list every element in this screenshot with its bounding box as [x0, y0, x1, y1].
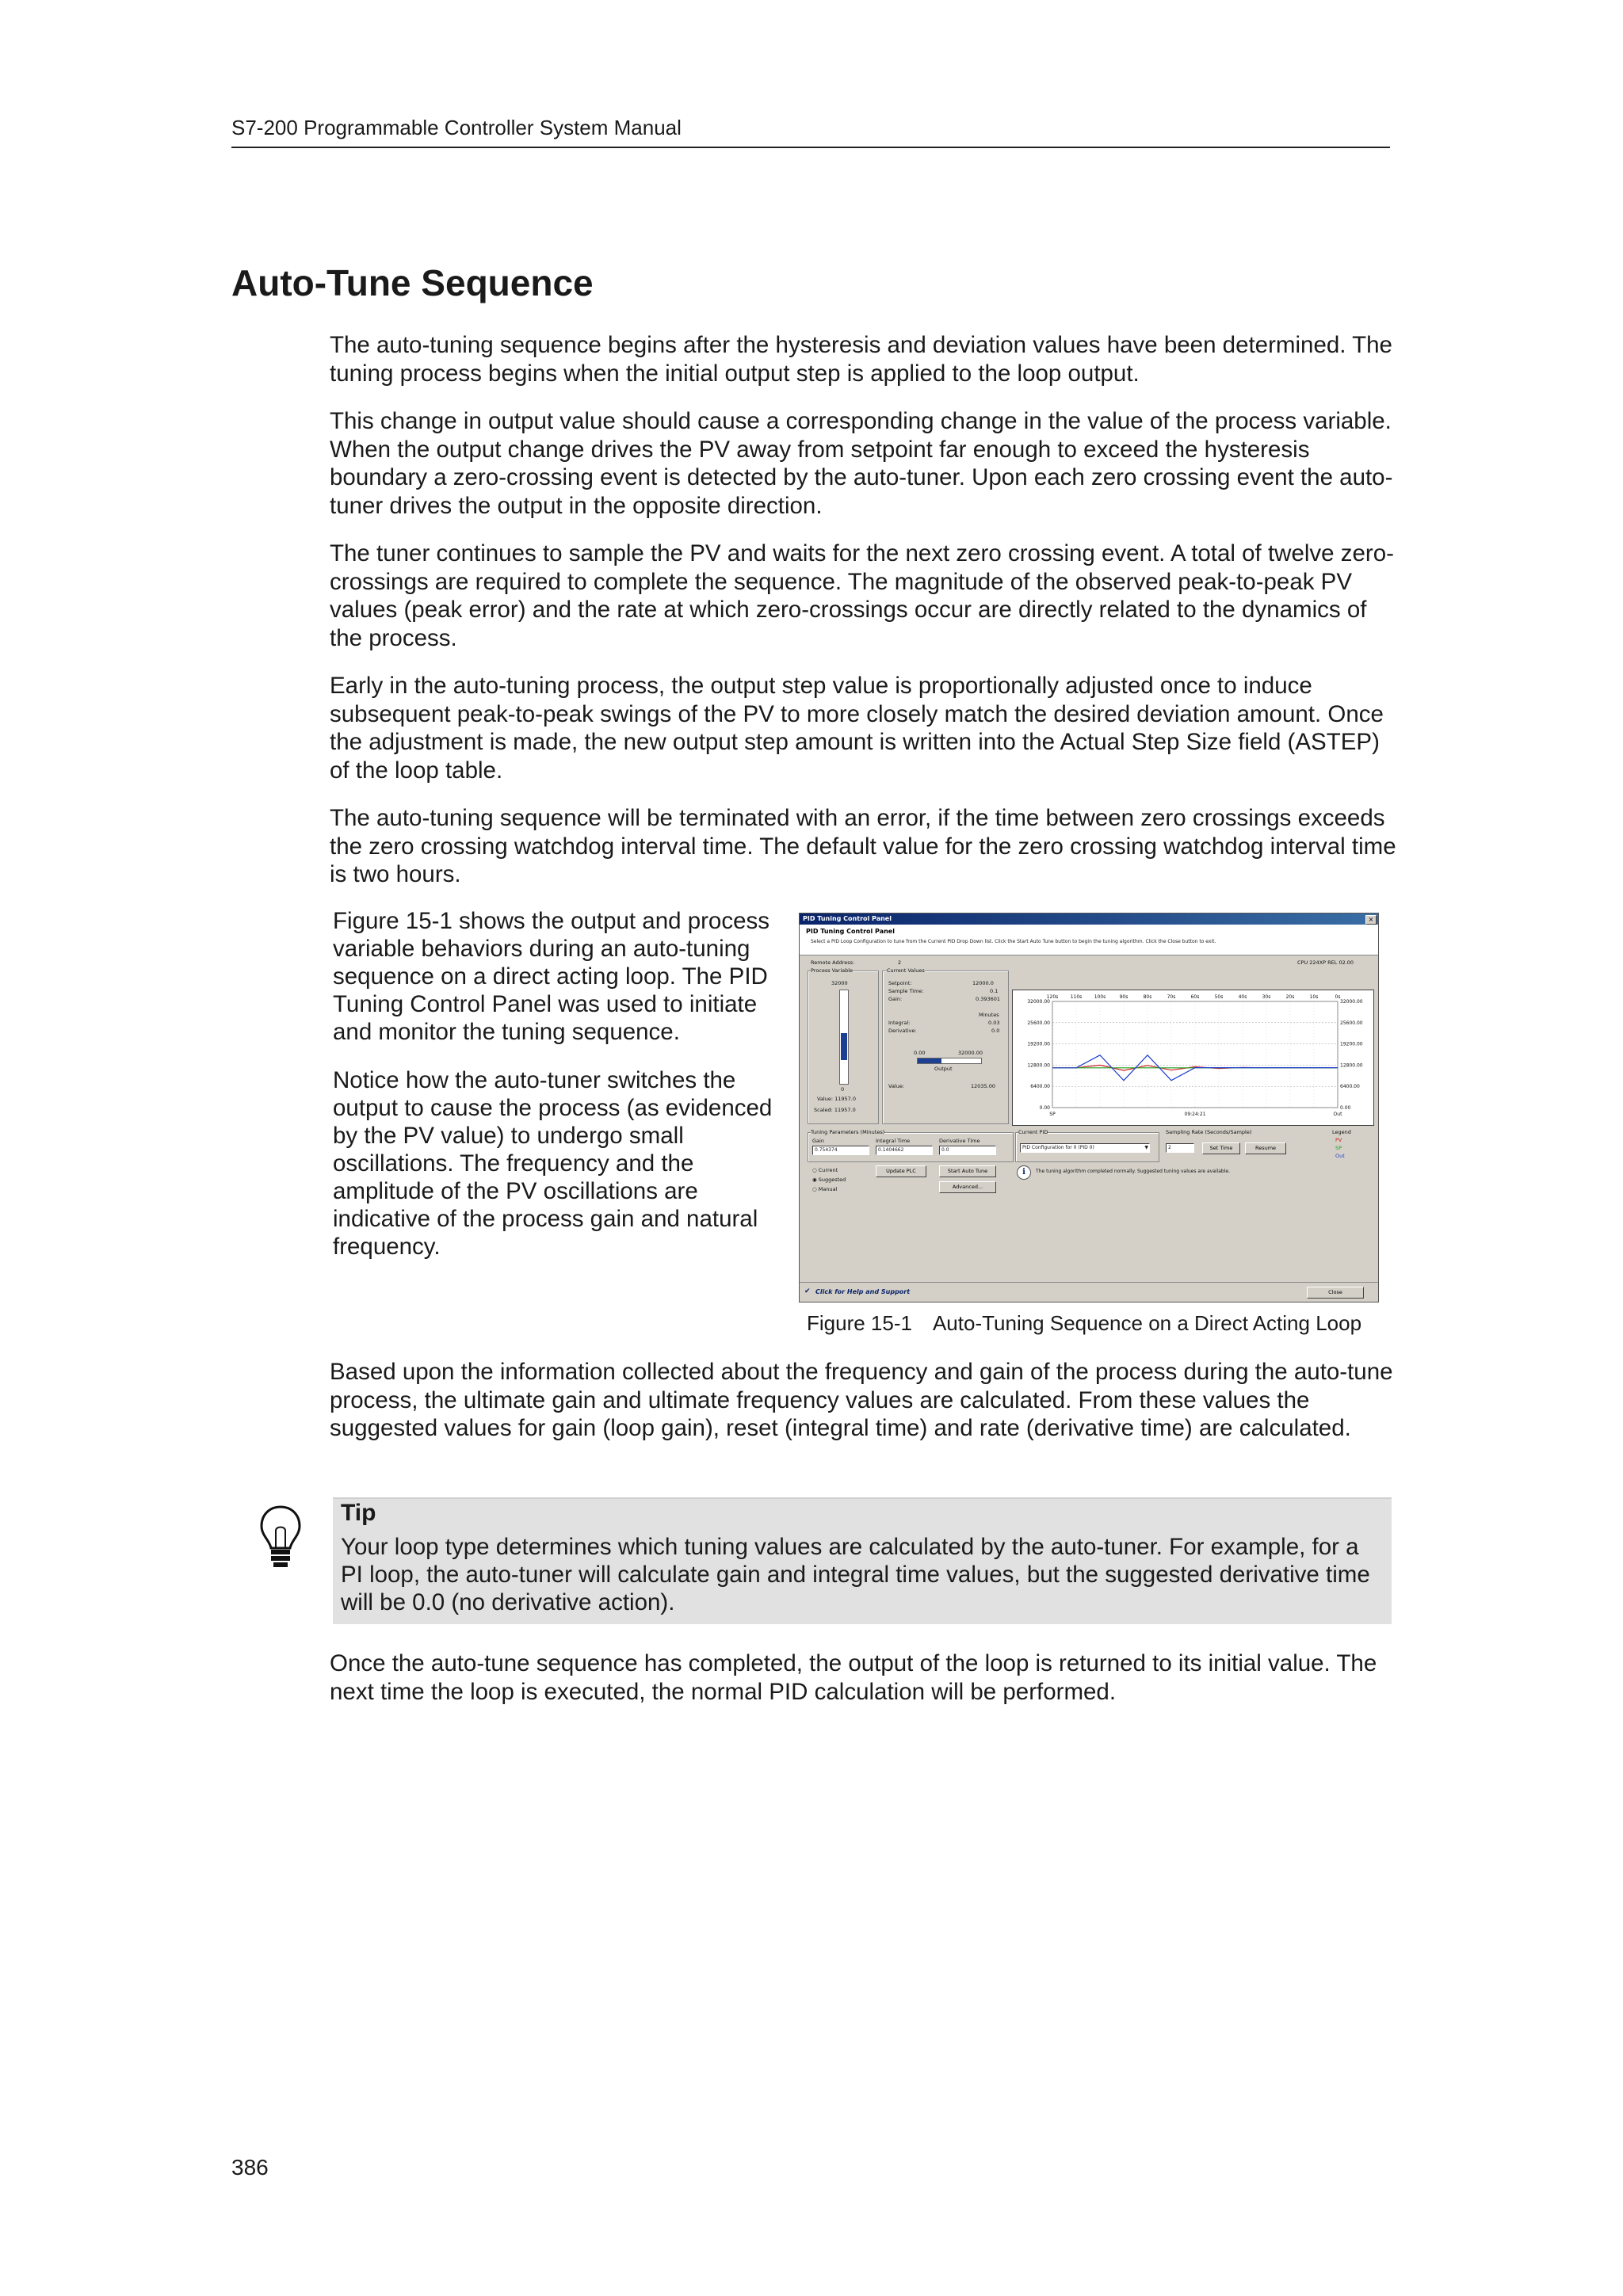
resume-button[interactable]: Resume	[1245, 1142, 1286, 1154]
param-integral-label: Integral Time	[876, 1138, 911, 1144]
process-variable-label: Process Variable	[811, 967, 854, 974]
y-tick-label-right: 0.00	[1340, 1105, 1351, 1111]
minutes-label: Minutes	[979, 1012, 999, 1018]
legend-out: Out	[1335, 1153, 1345, 1159]
y-tick-label-left: 32000.00	[1027, 999, 1050, 1005]
radio-manual[interactable]: ○ Manual	[812, 1186, 838, 1192]
legend-label: Legend	[1332, 1129, 1351, 1135]
integral-value: 0.03	[988, 1020, 1000, 1026]
param-derivative-label: Derivative Time	[939, 1138, 980, 1144]
help-link[interactable]: Click for Help and Support	[815, 1288, 911, 1295]
window-description: Select a PID Loop Configuration to tune from the Current PID Drop Down list. Click the Start Auto Tune button to begin the tuning algorithm. Click the Close button to exit.	[811, 939, 1216, 944]
derivative-label: Derivative:	[888, 1028, 917, 1034]
help-icon: ✔	[804, 1287, 811, 1295]
running-header: S7-200 Programmable Controller System Manual	[231, 116, 1390, 148]
x-bottom-label: Out	[1333, 1112, 1342, 1117]
x-bottom-label: SP	[1049, 1112, 1056, 1117]
gain-value: 0.393601	[976, 996, 1001, 1002]
pv-value: Value: 11957.0	[817, 1096, 856, 1102]
sample-time-value: 0.1	[990, 988, 999, 994]
derivative-value: 0.0	[991, 1028, 1000, 1034]
trend-chart	[1012, 990, 1374, 1126]
section-title: Auto-Tune Sequence	[231, 262, 594, 303]
x-tick-label: 100s	[1094, 994, 1106, 1000]
x-tick-label: 0s	[1335, 994, 1341, 1000]
radio-suggested-label: Suggested	[818, 1177, 846, 1183]
figure-number: Figure 15-1	[807, 1311, 912, 1335]
info-icon: i	[1017, 1165, 1031, 1180]
window-titlebar: PID Tuning Control Panel	[800, 913, 1378, 925]
tuning-parameters-label: Tuning Parameters (Minutes)	[811, 1129, 885, 1135]
status-message: The tuning algorithm completed normally. Suggested tuning values are available.	[1036, 1169, 1230, 1174]
close-button[interactable]: Close	[1307, 1287, 1364, 1299]
lightbulb-icon	[258, 1504, 303, 1570]
x-tick-label: 40s	[1238, 994, 1247, 1000]
x-tick-label: 110s	[1070, 994, 1083, 1000]
figure-caption-text: Auto-Tuning Sequence on a Direct Acting Loop	[932, 1311, 1362, 1335]
y-tick-label-right: 19200.00	[1340, 1041, 1363, 1047]
x-tick-label: 70s	[1167, 994, 1176, 1000]
x-tick-label: 10s	[1309, 994, 1319, 1000]
radio-current[interactable]: ○ Current	[812, 1167, 838, 1173]
output-label: Output	[934, 1066, 953, 1072]
x-tick-label: 120s	[1046, 994, 1059, 1000]
x-tick-label: 80s	[1143, 994, 1152, 1000]
sampling-rate-label: Sampling Rate (Seconds/Sample)	[1166, 1129, 1252, 1135]
chevron-down-icon: ▼	[1144, 1145, 1148, 1150]
legend-pv: PV	[1335, 1137, 1342, 1143]
pv-max: 32000	[831, 980, 848, 986]
current-pid-value: PID Configuration for 0 (PID 0)	[1022, 1145, 1094, 1150]
set-time-button[interactable]: Set Time	[1202, 1142, 1240, 1154]
paragraph-5: The auto-tuning sequence will be terminated with an error, if the time between zero crossings exceeds the zero crossing watchdog interval time. The default value for the zero crossing watchdog interval time is two hours.	[330, 805, 1396, 887]
advanced-button[interactable]: Advanced...	[939, 1181, 996, 1193]
side-paragraph-2: Notice how the auto-tuner switches the output to cause the process (as evidenced by the PV value) to undergo small oscillations. The frequency and the amplitude of the PV oscillations are indicative of the process gain and natural frequency.	[333, 1067, 773, 1260]
radio-suggested[interactable]: ◉ Suggested	[812, 1177, 846, 1183]
page-number: 386	[231, 2155, 269, 2180]
gain-label: Gain:	[888, 996, 903, 1002]
param-gain-label: Gain	[812, 1138, 824, 1144]
y-tick-label-right: 12800.00	[1340, 1062, 1363, 1069]
y-tick-label-left: 6400.00	[1030, 1084, 1050, 1090]
close-icon[interactable]: ×	[1365, 915, 1377, 925]
x-tick-label: 50s	[1214, 994, 1224, 1000]
y-tick-label-left: 0.00	[1039, 1105, 1050, 1111]
side-paragraph-1: Figure 15-1 shows the output and process variable behaviors during an auto-tuning sequence on a direct acting loop. The PID Tuning Control Panel was used to initiate and monitor the tuning sequence.	[333, 908, 769, 1045]
figure-caption	[807, 1311, 1361, 1336]
radio-manual-label: Manual	[818, 1186, 838, 1192]
y-tick-label-right: 6400.00	[1340, 1084, 1360, 1090]
pid-tuning-window	[799, 913, 1379, 1302]
current-values-label: Current Values	[887, 967, 925, 974]
y-tick-label-left: 12800.00	[1027, 1062, 1050, 1069]
tip-title: Tip	[341, 1500, 376, 1526]
radio-current-label: Current	[818, 1167, 838, 1173]
x-tick-label: 30s	[1262, 994, 1271, 1000]
pv-scaled: Scaled: 11957.0	[814, 1107, 856, 1113]
x-tick-label: 60s	[1190, 994, 1200, 1000]
start-auto-tune-button[interactable]: Start Auto Tune	[939, 1165, 996, 1177]
tip-text: Your loop type determines which tuning values are calculated by the auto-tuner. For example, for a PI loop, the auto-tuner will calculate gain and integral time values, but the suggested derivative time will be 0.0 (no derivative action).	[341, 1534, 1370, 1615]
paragraph-1: The auto-tuning sequence begins after the hysteresis and deviation values have been determined. The tuning process begins when the initial output step is applied to the loop output.	[330, 332, 1392, 387]
param-integral-input[interactable]: 0.1404662	[876, 1146, 933, 1155]
window-header	[800, 925, 1378, 955]
x-tick-label: 90s	[1119, 994, 1128, 1000]
legend-sp: SP	[1335, 1145, 1342, 1151]
param-derivative-input[interactable]: 0.0	[939, 1146, 996, 1155]
output-max: 32000.00	[958, 1050, 983, 1056]
setpoint-value: 12000.0	[972, 980, 994, 986]
pv-bar-track	[839, 990, 849, 1085]
current-pid-label: Current PID	[1018, 1129, 1048, 1135]
output-min: 0.00	[914, 1050, 926, 1056]
y-tick-label-right: 32000.00	[1340, 999, 1363, 1005]
current-pid-select[interactable]	[1020, 1143, 1150, 1153]
output-value: 12035.00	[971, 1083, 996, 1089]
y-tick-label-right: 25600.00	[1340, 1020, 1363, 1026]
paragraph-6: Based upon the information collected about the frequency and gain of the process during the auto-tune process, the ultimate gain and ultimate frequency values are calculated. From these values the suggested values for gain (loop gain), reset (integral time) and rate (derivative time) are calculated.	[330, 1359, 1393, 1441]
y-tick-label-left: 25600.00	[1027, 1020, 1050, 1026]
remote-address-label: Remote Address:	[811, 959, 855, 966]
sampling-rate-input[interactable]: 2	[1166, 1143, 1194, 1153]
paragraph-4: Early in the auto-tuning process, the output step value is proportionally adjusted once to induce subsequent peak-to-peak swings of the PV to more closely match the desired deviation amount. Once the adjustment is made, the new output step amount is written into the Actual Step Size field (ASTEP) of the loop table.	[330, 673, 1384, 784]
output-value-label: Value:	[888, 1083, 905, 1089]
x-tick-label: 20s	[1285, 994, 1295, 1000]
paragraph-3: The tuner continues to sample the PV and waits for the next zero crossing event. A total of twelve zero-crossings are required to complete the sequence. The magnitude of the observed peak-to-peak PV values (peak error) and the rate at which zero-crossings occur are directly related to the dynamics of the process.	[330, 540, 1394, 651]
setpoint-label: Setpoint:	[888, 980, 912, 986]
param-gain-input[interactable]: 0.754374	[812, 1146, 869, 1155]
integral-label: Integral:	[888, 1020, 911, 1026]
output-bar-fill	[918, 1058, 941, 1063]
remote-address-value: 2	[898, 959, 902, 966]
pv-min: 0	[841, 1086, 845, 1093]
sample-time-label: Sample Time:	[888, 988, 924, 994]
x-bottom-label: 09:24:21	[1184, 1112, 1206, 1117]
cpu-label: CPU 224XP REL 02.00	[1297, 959, 1354, 966]
paragraph-2: This change in output value should cause a corresponding change in the value of the process variable. When the output change drives the PV away from setpoint far enough to exceed the hysteresis boundary a zero-crossing event is detected by the auto-tuner. Upon each zero crossing event the auto-tuner drives the output in the opposite direction.	[330, 408, 1393, 519]
window-footer	[800, 1282, 1378, 1302]
figure-description	[333, 907, 792, 1281]
pv-bar-fill	[841, 1033, 847, 1060]
y-tick-label-left: 19200.00	[1027, 1041, 1050, 1047]
update-plc-button[interactable]: Update PLC	[876, 1165, 926, 1177]
window-heading: PID Tuning Control Panel	[806, 928, 895, 935]
paragraph-7: Once the auto-tune sequence has completed, the output of the loop is returned to its initial value. The next time the loop is executed, the normal PID calculation will be performed.	[330, 1650, 1377, 1705]
output-bar-track	[917, 1058, 982, 1064]
